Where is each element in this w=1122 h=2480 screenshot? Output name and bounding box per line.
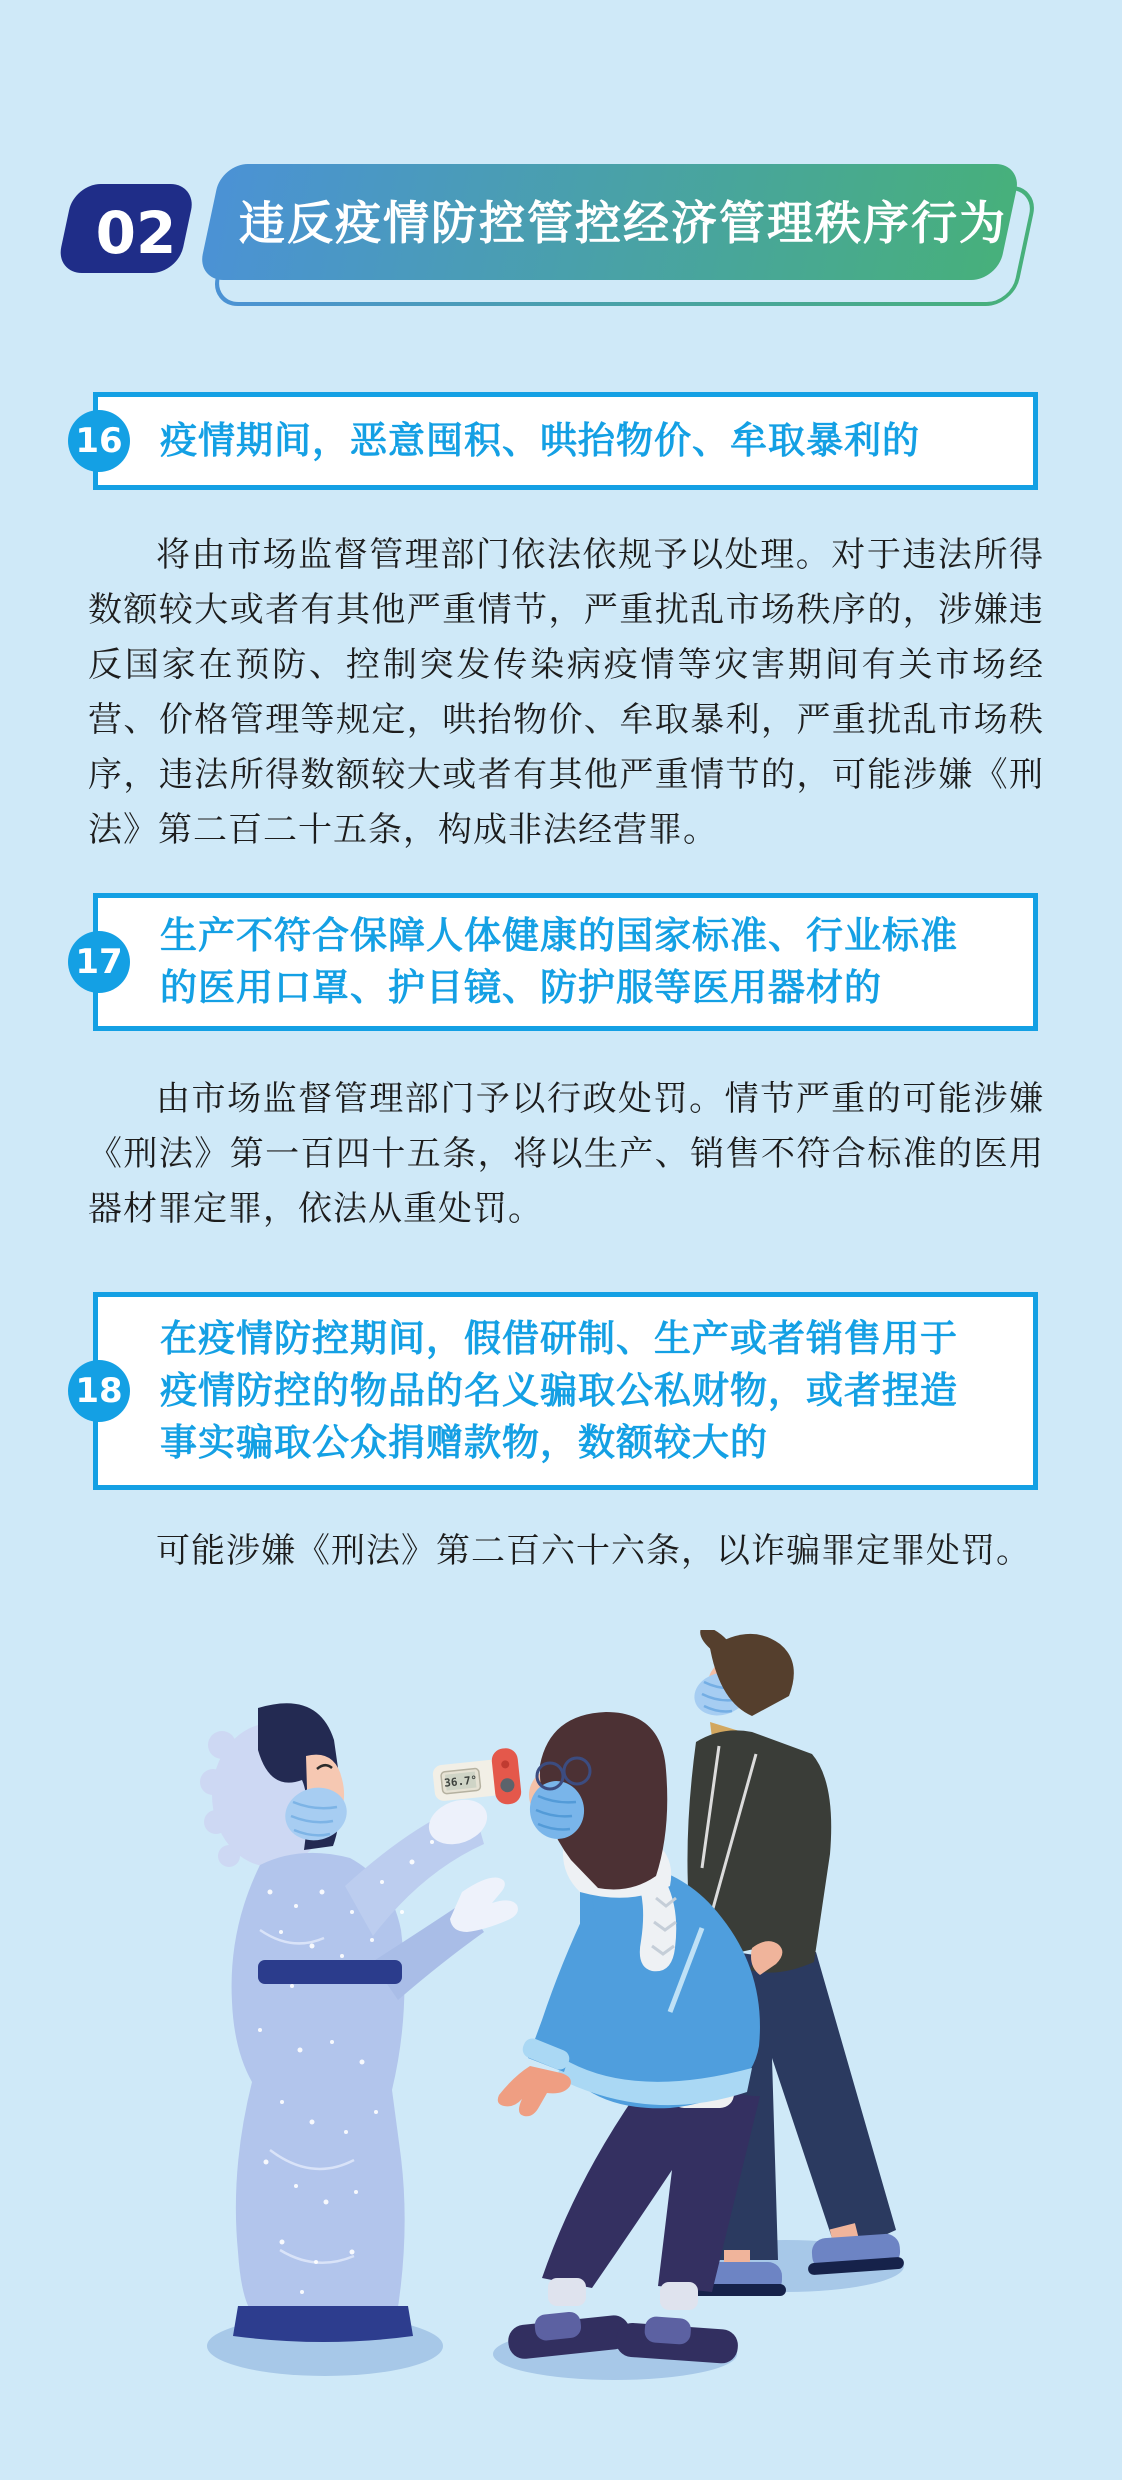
woman-sock: [548, 2278, 586, 2306]
worker-hood-puff-2: [200, 1769, 226, 1795]
section-16-number: 16: [68, 410, 130, 472]
worker-hood-puff: [208, 1731, 236, 1759]
section-16-title: 疫情期间，恶意囤积、哄抬物价、牟取暴利的: [160, 419, 920, 462]
woman-slipper-strap-2: [644, 2316, 692, 2345]
section-17-box: [75, 893, 1038, 1031]
thermometer-head: [491, 1747, 523, 1805]
woman-hand: [498, 2066, 571, 2116]
worker-boots: [233, 2306, 413, 2342]
worker-hood-puff-3: [204, 1810, 228, 1834]
header-banner: [0, 140, 1122, 320]
section-16-body: 将由市场监督管理部门依法依规予以处理。对于违法所得数额较大或者有其他严重情节，严重扰乱市场秩序的，涉嫌违反国家在预防、控制突发传染病疫情等灾害期间有关市场经营、价格管理等规定，哄抬物价、牟取暴利，严重扰乱市场秩序，违法所得数额较大或者有其他严重情节的，可能涉嫌《刑法》第二百二十五条，构成非法经营罪。: [88, 535, 1044, 850]
section-17-number: 17: [68, 931, 130, 993]
medical-worker-illustration: [200, 1703, 522, 2342]
temperature-check-illustration: [110, 1630, 1030, 2400]
thermometer-gun: [431, 1747, 522, 1812]
worker-belt: [258, 1960, 402, 1984]
woman-glasses-bridge: [562, 1772, 565, 1774]
thermometer-reading: 36.7°: [443, 1773, 478, 1790]
worker-hood-puff-4: [218, 1845, 240, 1867]
header-title: 违反疫情防控管控经济管理秩序行为: [239, 196, 1007, 250]
section-17-body: 由市场监督管理部门予以行政处罚。情节严重的可能涉嫌《刑法》第一百四十五条，将以生产、销售不符合标准的医用器材罪定罪，依法从重处罚。: [88, 1079, 1044, 1229]
section-18-number: 18: [68, 1360, 130, 1422]
badge-number: 02: [95, 199, 177, 267]
section-17-title: 生产不符合保障人体健康的国家标准、行业标准的医用口罩、护目镜、防护服等医用器材的: [160, 914, 958, 1009]
section-18-title: 在疫情防控期间，假借研制、生产或者销售用于疫情防控的物品的名义骗取公私财物，或者捏造事实骗取公众捐赠款物，数额较大的: [160, 1317, 958, 1464]
woman-slipper-2: [615, 2314, 740, 2364]
woman-sock-2: [660, 2282, 698, 2310]
section-16-box: [75, 392, 1038, 490]
section-18-body: 可能涉嫌《刑法》第二百六十六条，以诈骗罪定罪处罚。: [156, 1531, 1031, 1571]
section-18-box: [75, 1292, 1038, 1490]
worker-open-glove: [450, 1878, 518, 1932]
